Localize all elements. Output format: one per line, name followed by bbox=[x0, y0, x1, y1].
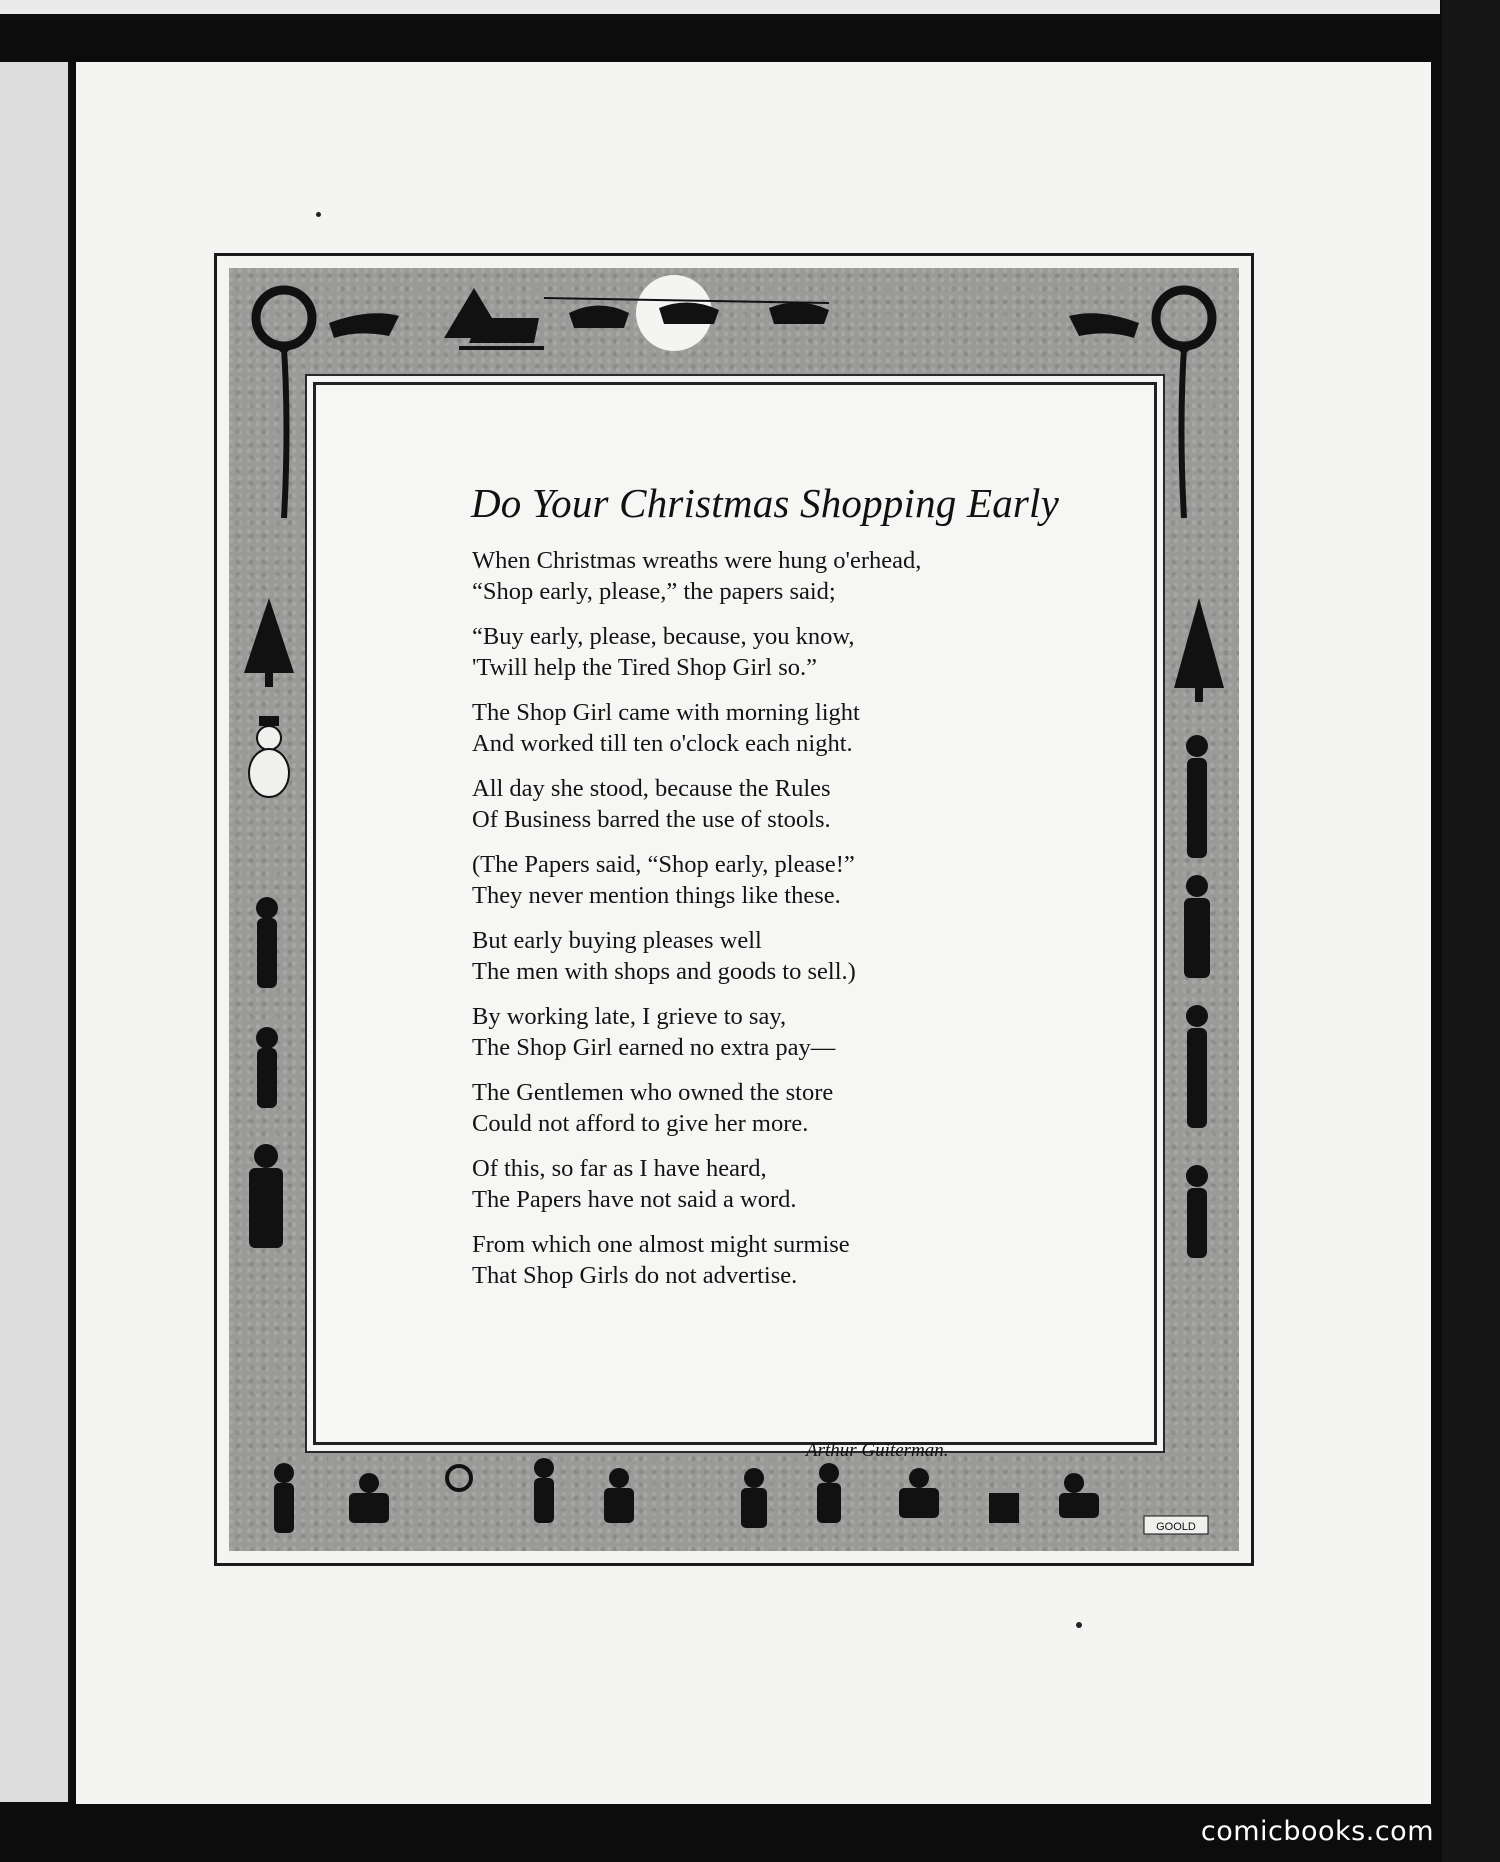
poem-stanza bbox=[472, 697, 1072, 759]
poem-line: From which one almost might surmise bbox=[472, 1231, 850, 1258]
poem-stanza bbox=[472, 1001, 1072, 1063]
poem-stanza bbox=[472, 925, 1072, 987]
snowman-icon bbox=[249, 716, 289, 797]
poem-line: The men with shops and goods to sell.) bbox=[472, 958, 856, 985]
poem-line: The Shop Girl came with morning light bbox=[472, 699, 860, 726]
poem-stanza bbox=[472, 621, 1072, 683]
poem-line: 'Twill help the Tired Shop Girl so.” bbox=[472, 654, 818, 681]
site-watermark: comicbooks.com bbox=[1200, 1816, 1434, 1847]
print-speck bbox=[1076, 1622, 1082, 1628]
poem-stanza bbox=[472, 1153, 1072, 1215]
poem-line: The Gentlemen who owned the store bbox=[472, 1079, 834, 1106]
poem-line: That Shop Girls do not advertise. bbox=[472, 1262, 798, 1289]
magazine-page bbox=[76, 62, 1431, 1804]
poem-line: By working late, I grieve to say, bbox=[472, 1003, 787, 1030]
poem-line: But early buying pleases well bbox=[472, 927, 762, 954]
scan-top-edge bbox=[0, 0, 1440, 14]
christmas-tree-icon bbox=[1174, 598, 1224, 702]
poem-line: “Shop early, please,” the papers said; bbox=[472, 578, 836, 605]
poem-line: The Shop Girl earned no extra pay— bbox=[472, 1034, 836, 1061]
reindeer-icon bbox=[544, 298, 829, 328]
print-speck bbox=[316, 212, 321, 217]
poem-line: (The Papers said, “Shop early, please!” bbox=[472, 851, 855, 878]
poem-line: And worked till ten o'clock each night. bbox=[472, 730, 853, 757]
poem-stanza bbox=[472, 849, 1072, 911]
poem-line: Could not afford to give her more. bbox=[472, 1110, 809, 1137]
poem-author: Arthur Guiterman. bbox=[806, 1440, 949, 1461]
poem-line: When Christmas wreaths were hung o'erhead, bbox=[472, 547, 922, 574]
scan-right-edge bbox=[1442, 0, 1500, 1862]
poem-line: Of Business barred the use of stools. bbox=[472, 806, 831, 833]
illustrated-border bbox=[229, 268, 1239, 1551]
poem-body bbox=[472, 545, 1072, 1305]
toy-icon bbox=[274, 1458, 1099, 1533]
decorative-frame bbox=[214, 253, 1254, 1566]
poem-line: The Papers have not said a word. bbox=[472, 1186, 797, 1213]
poem-line: They never mention things like these. bbox=[472, 882, 841, 909]
poem-line: Of this, so far as I have heard, bbox=[472, 1155, 767, 1182]
poem-panel bbox=[313, 382, 1157, 1461]
artist-signature bbox=[1144, 1516, 1208, 1534]
poem-title: Do Your Christmas Shopping Early bbox=[470, 480, 1060, 526]
signature-text: GOOLD bbox=[1156, 1521, 1196, 1533]
poem-stanza bbox=[472, 1229, 1072, 1291]
facing-page-edge bbox=[0, 62, 71, 1802]
christmas-tree-icon bbox=[244, 598, 294, 687]
poem-stanza bbox=[472, 1077, 1072, 1139]
poem-line: All day she stood, because the Rules bbox=[472, 775, 831, 802]
poem-line: “Buy early, please, because, you know, bbox=[472, 623, 855, 650]
poem-stanza bbox=[472, 545, 1072, 607]
poem-stanza bbox=[472, 773, 1072, 835]
sleigh-icon bbox=[444, 288, 544, 348]
